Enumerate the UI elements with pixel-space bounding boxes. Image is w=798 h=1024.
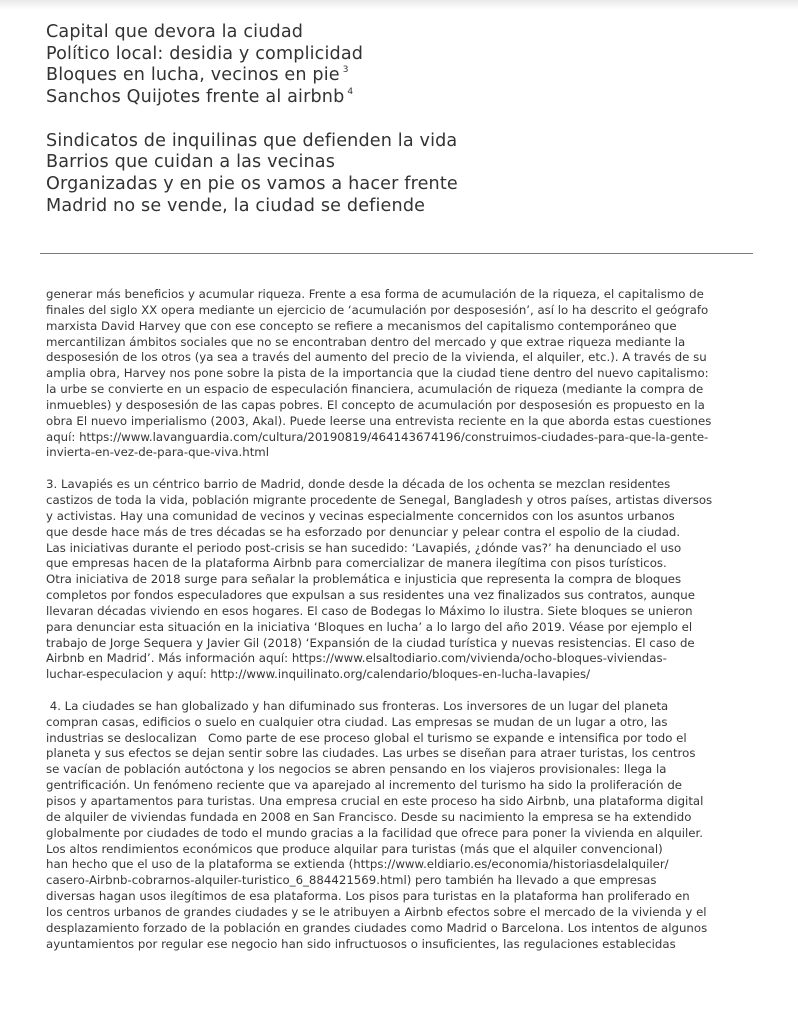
footnote-line: han hecho que el uso de la plataforma se extienda (https://www.eldiario.es/economia/historiasdelalquiler/ [46, 857, 669, 872]
poem-verse [46, 174, 458, 196]
footnote-line: invierta-en-vez-de-para-que-viva.html [46, 445, 270, 460]
footnote-line: luchar-especulacion y aquí: http://www.inquilinato.org/calendario/bloques-en-lucha-lavapies/ [46, 667, 591, 682]
footnote-line: compran casas, edificios o suelo en cualquier otra ciudad. Las empresas se mudan de un lugar a otro, las [46, 714, 668, 729]
footnote-line: desplazamiento forzado de la población en grandes ciudades como Madrid o Barcelona. Los intentos de algunos [46, 920, 708, 935]
footnote-line: completos por fondos especuladores que expulsan a sus residentes una vez finalizados sus contratos, aunque [46, 588, 695, 603]
verse-text: Político local: desidia y complicidad [46, 43, 364, 64]
footnote-line: desposesión de los otros (ya sea a través del aumento del precio de la vivienda, el alquiler, etc.). A través de su [46, 350, 707, 365]
poem-stanza-1 [46, 22, 458, 109]
poem-verse [46, 65, 458, 87]
poem [46, 22, 458, 217]
verse-text: Sindicatos de inquilinas que defienden la vida [46, 130, 458, 151]
footnote-line: 4. La ciudades se han globalizado y han difuminado sus fronteras. Los inversores de un lugar del planeta [46, 698, 669, 713]
footnote-line: obra El nuevo imperialismo (2003, Akal). Puede leerse una entrevista reciente en la que aborda estas cuestiones [46, 413, 712, 428]
footnote-line: globalmente por ciudades de todo el mundo gracias a la facilidad que ofrece para poner la vivienda en alquiler. [46, 825, 703, 840]
poem-verse [46, 152, 458, 174]
footnote-line: que desde hace más de tres décadas se ha esforzado por denunciar y pelear contra el espolio de la ciudad. [46, 524, 681, 539]
footnote-line: ayuntamientos por regular ese negocio han sido infructuosos o insuficientes, las regulaciones establecidas [46, 936, 676, 951]
footnote-line: la urbe se convierte en un espacio de especulación financiera, acumulación de riqueza (mediante la compra de [46, 382, 704, 397]
footnote-line: gentrificación. Un fenómeno reciente que va aparejado al incremento del turismo ha sido la proliferación de [46, 778, 683, 793]
footnote-line: aquí: https://www.lavanguardia.com/cultura/20190819/464143674196/construimos-ciudades-para-que-la-gente- [46, 429, 709, 444]
footnote-line: de alquiler de viviendas fundada en 2008 en San Francisco. Desde su nacimiento la empresa se ha extendido [46, 809, 692, 824]
poem-verse [46, 131, 458, 153]
verse-text: Organizadas y en pie os vamos a hacer frente [46, 173, 458, 194]
footnote-line: trabajo de Jorge Sequera y Javier Gil (2018) ‘Expansión de la ciudad turística y nuevas resistencias. El caso de [46, 635, 695, 650]
footnote-line: marxista David Harvey que con ese concepto se refiere a mecanismos del capitalismo contemporáneo que [46, 318, 677, 333]
footnote-line: finales del siglo XX opera mediante un ejercicio de ‘acumulación por desposesión’, así lo ha descrito el geógrafo [46, 302, 709, 317]
poem-stanza-2 [46, 131, 458, 218]
footnote-line: inmuebles) y desposesión de las capas pobres. El concepto de acumulación por desposesión es propuesto en la [46, 397, 705, 412]
footnote-2-continued [46, 287, 758, 461]
footnote-divider [40, 253, 753, 254]
verse-text: Bloques en lucha, vecinos en pie [46, 65, 340, 86]
footnote-line: pisos y apartamentos para turistas. Una empresa crucial en este proceso ha sido Airbnb, una plataforma digital [46, 794, 704, 808]
verse-text: Capital que devora la ciudad [46, 22, 304, 42]
footnote-4 [46, 699, 758, 953]
footnote-ref-3[interactable]: 3 [342, 65, 349, 76]
footnote-line: Los altos rendimientos económicos que produce alquilar para turistas (más que el alquiler convencional) [46, 841, 663, 856]
footnote-3 [46, 477, 758, 683]
footnote-line: y activistas. Hay una comunidad de vecinos y vecinas especialmente concernidos con los asuntos urbanos [46, 508, 675, 523]
footnote-line: castizos de toda la vida, población migrante procedente de Senegal, Bangladesh y otros países, artistas diversos [46, 492, 713, 507]
footnotes [46, 287, 758, 952]
footnote-line: industrias se deslocalizan Como parte de ese proceso global el turismo se expande e intensifica por todo el [46, 730, 687, 745]
footnote-line: Las iniciativas durante el periodo post-crisis se han sucedido: ‘Lavapiés, ¿dónde vas?’ ha denunciado el uso [46, 540, 682, 555]
poem-verse [46, 196, 458, 218]
footnote-line: 3. Lavapiés es un céntrico barrio de Madrid, donde desde la década de los ochenta se mezclan residentes [46, 477, 671, 492]
footnote-line: mercantilizan ámbitos sociales que no se encontraban dentro del mercado y que extrae riqueza mediante la [46, 334, 686, 349]
footnote-line: amplia obra, Harvey nos pone sobre la pista de la importancia que la ciudad tiene dentro del nuevo capitalismo: [46, 366, 709, 381]
footnote-ref-4[interactable]: 4 [347, 87, 354, 98]
verse-text: Sanchos Quijotes frente al airbnb [46, 87, 345, 108]
footnote-line: Airbnb en Madrid’. Más información aquí: https://www.elsaltodiario.com/vivienda/ocho-bloques-viviendas- [46, 651, 667, 666]
poem-verse [46, 87, 458, 109]
footnote-line: los centros urbanos de grandes ciudades y se le atribuyen a Airbnb efectos sobre el mercado de la vivienda y el [46, 904, 707, 919]
poem-verse [46, 44, 458, 66]
verse-text: Barrios que cuidan a las vecinas [46, 152, 336, 173]
footnote-line: diversas hagan usos ilegítimos de esa plataforma. Los pisos para turistas en la plataforma han proliferado en [46, 889, 690, 904]
footnote-line: se vacían de población autóctona y los negocios se abren pensando en los viajeros provisionales: llega la [46, 762, 667, 777]
poem-verse [46, 22, 458, 44]
footnote-line: planeta y sus efectos se dejan sentir sobre las ciudades. Las urbes se diseñan para atraer turistas, los centros [46, 746, 696, 761]
page-top-edge [0, 0, 798, 10]
footnote-line: llevaran décadas viviendo en esos hogares. El caso de Bodegas lo Máximo lo ilustra. Siete bloques se unieron [46, 603, 693, 618]
verse-text: Madrid no se vende, la ciudad se defiende [46, 195, 426, 216]
footnote-line: que empresas hacen de la plataforma Airbnb para comercializar de manera ilegítima con pisos turísticos. [46, 556, 667, 571]
footnote-line: Otra iniciativa de 2018 surge para señalar la problemática e injusticia que representa la compra de bloques [46, 572, 682, 587]
footnote-line: casero-Airbnb-cobrarnos-alquiler-turistico_6_884421569.html) pero también ha llevado a que empresas [46, 873, 657, 888]
footnote-line: para denunciar esta situación en la iniciativa ‘Bloques en lucha’ a lo largo del año 2019. Véase por ejemplo el [46, 619, 693, 634]
footnote-line: generar más beneficios y acumular riqueza. Frente a esa forma de acumulación de la riqueza, el capitalismo de [46, 287, 704, 301]
